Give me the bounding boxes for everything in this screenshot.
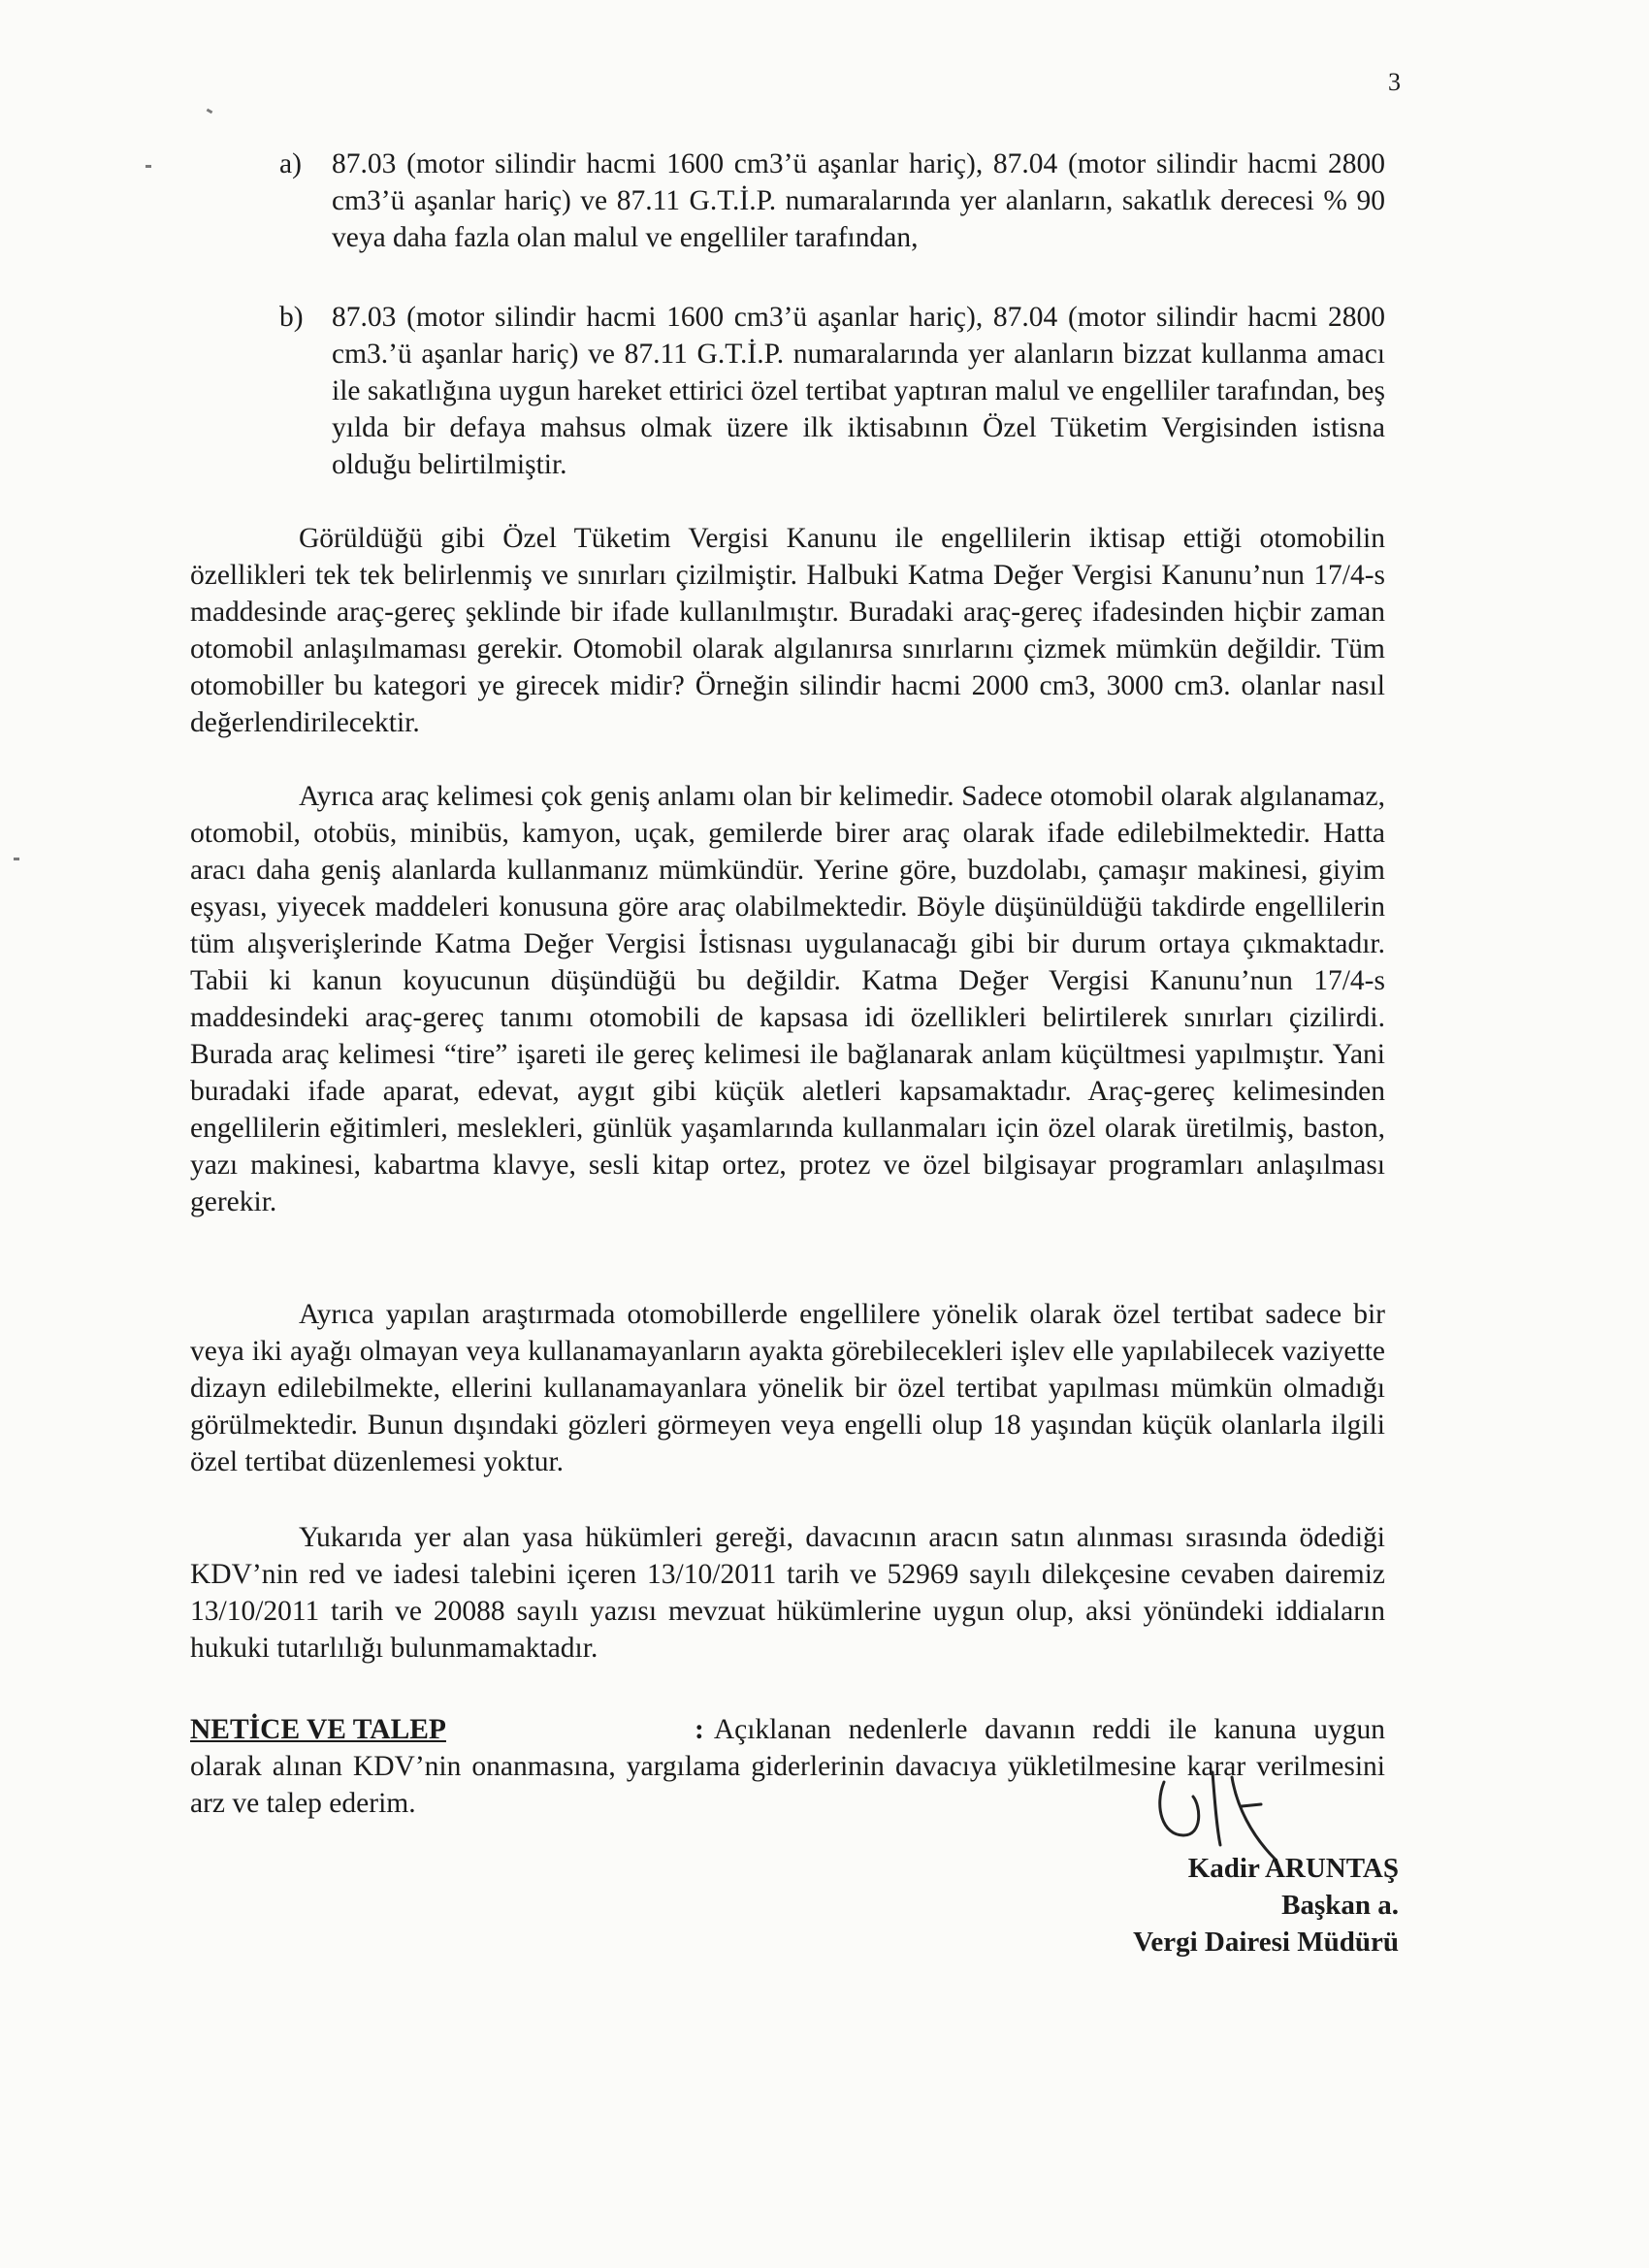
list-item <box>279 299 1385 483</box>
conclusion-text: Açıklanan nedenlerle davanın reddi ile kanuna uygun olarak alınan KDV’nin onanmasına, yargılama giderlerinin davacıya yükletilmesine karar verilmesini arz ve talep ederim. <box>190 1714 1385 1819</box>
signatory-name: Kadir ARUNTAŞ <box>1187 1853 1399 1884</box>
list-marker: b) <box>279 302 304 333</box>
list-text: 87.03 (motor silindir hacmi 1600 cm3’ü aşanlar hariç), 87.04 (motor silindir hacmi 2800 cm3’ü aşanlar hariç) ve 87.11 G.T.İ.P. numaralarında yer alanların, sakatlık derecesi % 90 veya daha fazla olan malul ve engelliler tarafından, <box>332 148 1385 253</box>
signature-block <box>1133 1850 1399 1960</box>
scan-mark <box>146 165 151 168</box>
scan-mark <box>14 858 19 860</box>
paragraph <box>190 520 1385 741</box>
signatory-office: Vergi Dairesi Müdürü <box>1133 1927 1399 1958</box>
list-item <box>279 146 1385 256</box>
conclusion-heading: NETİCE VE TALEP <box>190 1714 446 1745</box>
scan-mark <box>207 109 213 114</box>
signatory-title: Başkan a. <box>1281 1890 1399 1921</box>
paragraph-text: Ayrıca araç kelimesi çok geniş anlamı olan bir kelimedir. Sadece otomobil olarak algılanamaz, otomobil, otobüs, minibüs, kamyon, uçak, gemilerde birer araç olarak ifade edilebilmektedir. Hatta aracı daha geniş alanlarda kullanmanız mümkündür. Yerine göre, buzdolabı, çamaşır makinesi, giyim eşyası, yiyecek maddeleri konusuna göre araç olabilmektedir. Böyle düşünüldüğü takdirde engellilerin tüm alışverişlerinde Katma Değer Vergisi İstisnası uygulanacağı gibi bir durum ortaya çıkmaktadır. Tabii ki kanun koyucunun düşündüğü bu değildir. Katma Değer Vergisi Kanunu’nun 17/4-s maddesindeki araç-gereç tanımı otomobili de kapsasa idi özellikleri belirtilerek sınırları çizilirdi. Burada araç kelimesi “tire” işareti ile gereç kelimesi ile bağlanarak anlam küçültmesi yapılmıştır. Yani buradaki ifade aparat, edevat, aygıt gibi küçük aletleri kapsamaktadır. Araç-gereç kelimesinden engellilerin eğitimleri, meslekleri, günlük yaşamlarında kullanmaları için özel olarak üretilmiş, baston, yazı makinesi, kabartma klavye, sesli kitap ortez, protez ve özel bilgisayar programları anlaşılması gerekir. <box>190 781 1385 1217</box>
paragraph <box>190 1296 1385 1480</box>
paragraph <box>190 1519 1385 1667</box>
exemption-list <box>279 146 1385 526</box>
paragraph-text: Yukarıda yer alan yasa hükümleri gereği, davacının aracın satın alınması sırasında ödediği KDV’nin red ve iadesi talebini içeren 13/10/2011 tarih ve 52969 sayılı dilekçesine cevaben dairemiz 13/10/2011 tarih ve 20088 sayılı yazısı mevzuat hükümlerine uygun olup, aksi yönündeki iddiaların hukuki tutarlılığı bulunmamaktadır. <box>190 1522 1385 1664</box>
conclusion-colon: : <box>695 1714 704 1745</box>
list-text: 87.03 (motor silindir hacmi 1600 cm3’ü aşanlar hariç), 87.04 (motor silindir hacmi 2800 cm3.’ü aşanlar hariç) ve 87.11 G.T.İ.P. numaralarında yer alanların bizzat kullanma amacı ile sakatlığına uygun hareket ettirici özel tertibat yaptıran malul ve engelliler tarafından, beş yılda bir defaya mahsus olmak üzere ilk iktisabının Özel Tüketim Vergisinden istisna olduğu belirtilmiştir. <box>332 302 1385 480</box>
paragraph <box>190 778 1385 1220</box>
paragraph-text: Görüldüğü gibi Özel Tüketim Vergisi Kanunu ile engellilerin iktisap ettiği otomobilin özellikleri tek tek belirlenmiş ve sınırları çizilmiştir. Halbuki Katma Değer Vergisi Kanunu’nun 17/4-s maddesinde araç-gereç şeklinde bir ifade kullanılmıştır. Buradaki araç-gereç ifadesinden hiçbir zaman otomobil anlaşılmaması gerekir. Otomobil olarak algılanırsa sınırlarını çizmek mümkün değildir. Tüm otomobiller bu kategori ye girecek midir? Örneğin silindir hacmi 2000 cm3, 3000 cm3. olanlar nasıl değerlendirilecektir. <box>190 523 1385 738</box>
list-marker: a) <box>279 148 302 179</box>
paragraph-text: Ayrıca yapılan araştırmada otomobillerde engellilere yönelik olarak özel tertibat sadece bir veya iki ayağı olmayan veya kullanamayanların ayakta görebilecekleri işlev elle yapılabilecek vaziyette dizayn edilebilmekte, ellerini kullanamayanlara yönelik bir özel tertibat yapılması mümkün olmadığı görülmektedir. Bunun dışındaki gözleri görmeyen veya engelli olup 18 yaşından küçük olanlarla ilgili özel tertibat düzenlemesi yoktur. <box>190 1299 1385 1477</box>
page-number: 3 <box>1388 68 1401 96</box>
